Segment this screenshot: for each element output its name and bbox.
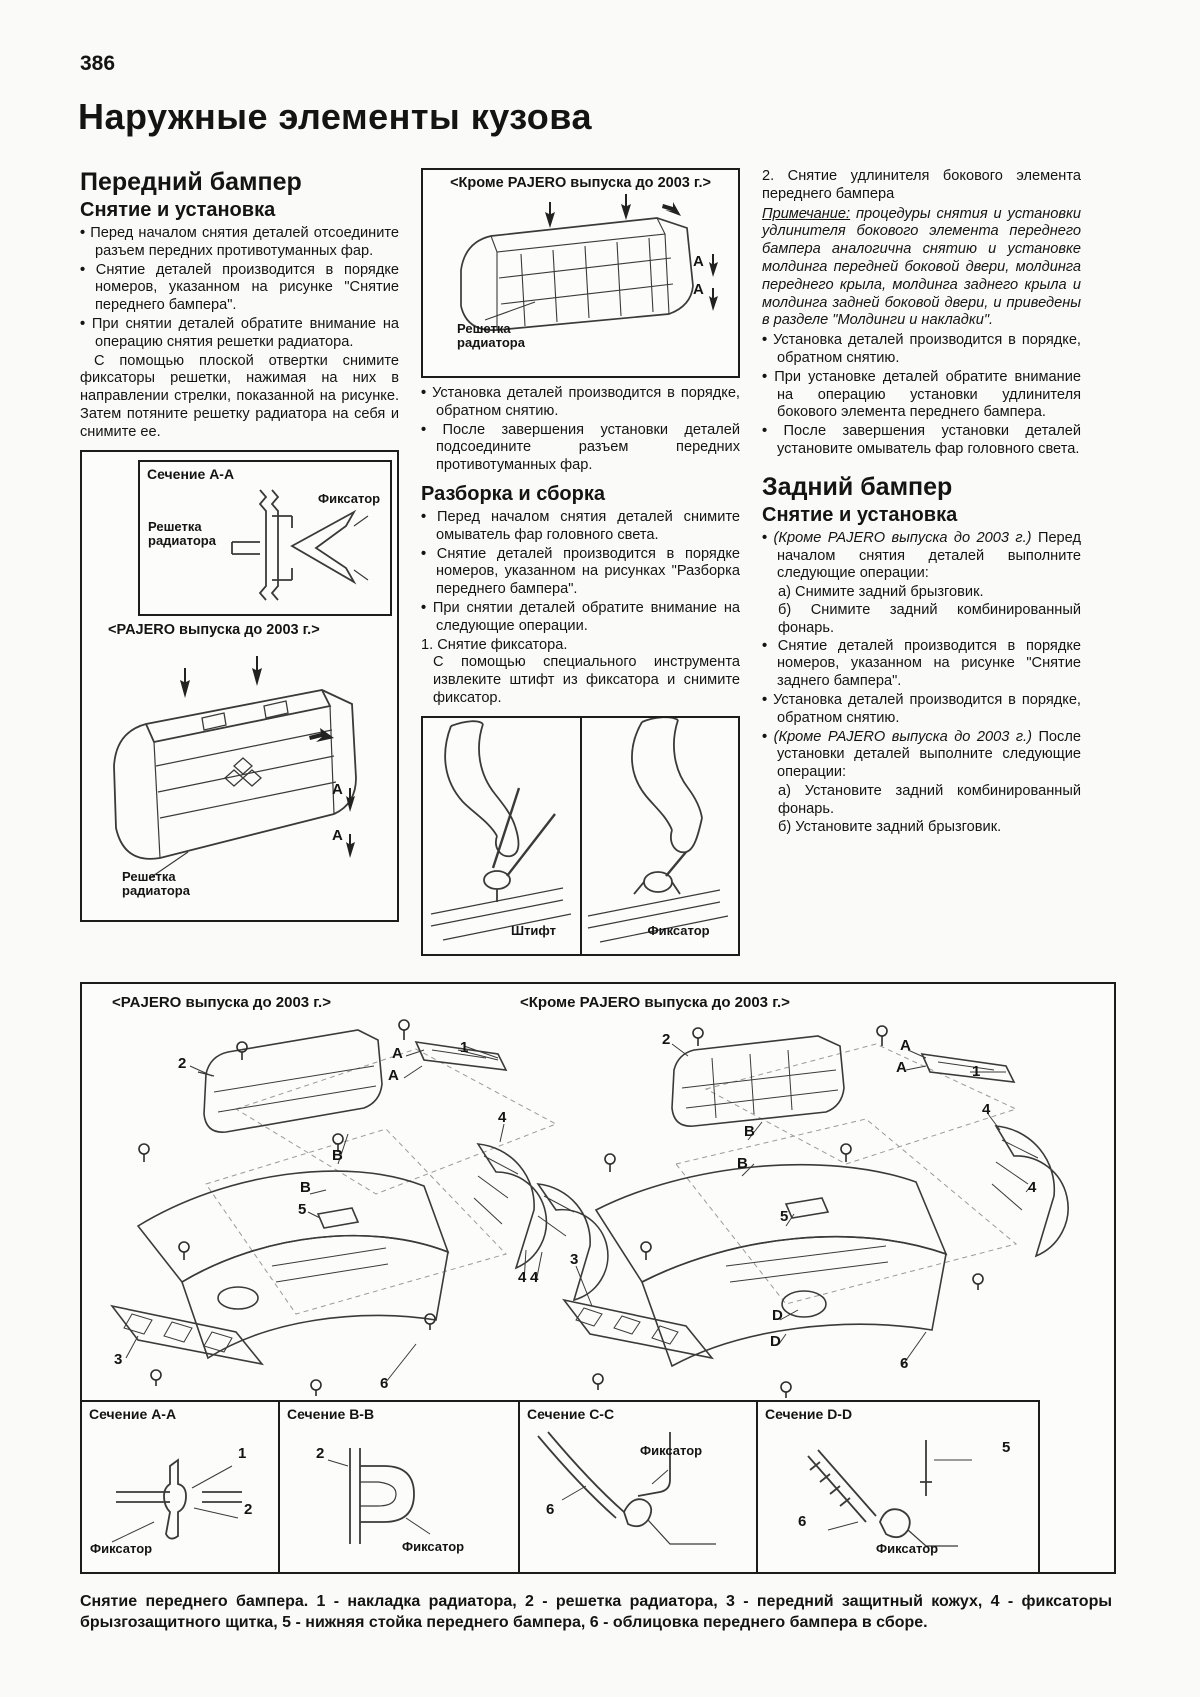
section-title: Сечение C-C: [527, 1406, 615, 1422]
section-num: 2: [316, 1445, 325, 1462]
step1-text: С помощью специального инструмента извлеките штифт из фиксатора и снимите фиксатор.: [433, 654, 740, 706]
figure-grille-krome: [421, 168, 740, 378]
marker-a: A: [332, 780, 343, 798]
section-num: 1: [238, 1445, 247, 1462]
figure-front-bumper-exploded: [80, 982, 1116, 1574]
callout-1: 1: [460, 1039, 469, 1056]
substep: б) Снимите задний комбинированный фонарь.: [778, 601, 1081, 636]
section-num: 5: [1002, 1439, 1011, 1456]
callout-2: 2: [178, 1055, 187, 1072]
pajero-grille-caption: <PAJERO выпуска до 2003 г.>: [108, 621, 320, 638]
front-bumper-heading: Передний бампер: [80, 168, 302, 196]
rear-bumper-subheading: Снятие и установка: [762, 503, 958, 526]
text-columns: [80, 168, 1080, 956]
section-aa-title: Сечение A-A: [147, 465, 235, 482]
bullet: • Установка деталей производится в порядке, обратном снятию.: [762, 332, 1081, 368]
note-label: Примечание:: [762, 205, 851, 222]
bullet: • При установке деталей обратите внимание на операцию установки удлинителя бокового элемента переднего бампера.: [762, 369, 1081, 422]
hand-fixator-drawing: [582, 718, 735, 950]
bullet: • При снятии деталей обратите внимание на следующие операции.: [421, 600, 740, 636]
figure-caption: Снятие переднего бампера. 1 - накладка радиатора, 2 - решетка радиатора, 3 - передний защитный кожух, 4 - фиксаторы брызгозащитного щитка, 5 - нижняя стойка переднего бампера, 6 - облицовка переднего бампера в сборе.: [80, 1593, 1112, 1631]
grille-label: Решетка радиатора: [148, 518, 216, 548]
disassembly-heading: Разборка и сборка: [421, 482, 605, 505]
bullet: • При снятии деталей обратите внимание на операцию снятия решетки радиатора.: [80, 316, 399, 352]
marker-a: A: [896, 1059, 907, 1076]
callout-3: 3: [114, 1351, 123, 1368]
bullet: • Установка деталей производится в порядке, обратном снятию.: [762, 692, 1081, 728]
bullet: • Снятие деталей производится в порядке номеров, указанном на рисунке "Снятие заднего бампера".: [762, 638, 1081, 691]
callout-4: 4: [498, 1109, 507, 1126]
page-number: 386: [80, 52, 116, 75]
section-dd-panel: [758, 1400, 1040, 1572]
substep: б) Установите задний брызговик.: [778, 818, 1002, 835]
figure-fixator-removal: [421, 716, 740, 956]
front-bumper-subheading: Снятие и установка: [80, 199, 276, 221]
marker-a: A: [900, 1037, 911, 1054]
marker-b: B: [300, 1179, 311, 1196]
callout-4: 4: [1028, 1179, 1037, 1196]
marker-b: B: [332, 1147, 343, 1164]
exploded-left-caption: <PAJERO выпуска до 2003 г.>: [112, 994, 331, 1011]
marker-d: D: [770, 1333, 781, 1350]
callout-6: 6: [900, 1355, 909, 1372]
fixator-label: Фиксатор: [640, 1443, 703, 1458]
krome-grille-caption: <Кроме PAJERO выпуска до 2003 г.>: [450, 175, 711, 191]
exploded-views-drawing: [86, 1014, 1106, 1399]
panel-fixator-remove: [581, 716, 741, 956]
bullet: • Снятие деталей производится в порядке номеров, указанном на рисунке "Снятие переднего бампера".: [80, 262, 399, 315]
figure-grille-pajero: [80, 450, 399, 922]
substep: а) Снимите задний брызговик.: [778, 584, 984, 601]
step2: 2. Снятие удлинителя бокового элемента переднего бампера: [762, 168, 1081, 202]
marker-d: D: [772, 1307, 783, 1324]
fixator-label: Фиксатор: [402, 1539, 465, 1554]
callout-5: 5: [780, 1208, 789, 1225]
section-title: Сечение B-B: [287, 1406, 375, 1422]
hand-tool-drawing: [423, 718, 576, 950]
figure-section-aa-inset: [138, 460, 392, 616]
callout-6: 6: [380, 1375, 389, 1392]
bullet-text: После установки деталей выполните следующие операции:: [777, 728, 1081, 781]
marker-a: A: [332, 826, 343, 844]
step1: 1. Снятие фиксатора.: [421, 636, 568, 653]
marker-a: A: [693, 281, 704, 298]
callout-4: 4: [530, 1269, 539, 1286]
bullet: • Установка деталей производится в порядке, обратном снятию.: [421, 385, 740, 421]
column-left: [80, 168, 399, 956]
callout-2: 2: [662, 1031, 671, 1048]
note-text: процедуры снятия и установки удлинителя бокового элемента переднего бампера аналогична снятию и установке молдинга передней боковой двери, молдинга переднего крыла, молдинга заднего крыла и молдинга задней боковой двери, и приведены в разделе "Молдинги и накладки".: [762, 205, 1081, 329]
column-middle: [421, 168, 740, 956]
fixator-label: Фиксатор: [90, 1541, 153, 1556]
marker-a: A: [388, 1067, 399, 1084]
panel-pin-extract: [421, 716, 581, 956]
callout-5: 5: [298, 1201, 307, 1218]
bullet: • После завершения установки деталей установите омыватель фар головного света.: [762, 423, 1081, 459]
page-title: Наружные элементы кузова: [78, 96, 592, 137]
section-num: 6: [798, 1513, 807, 1530]
bullet: • Перед началом снятия деталей отсоедините разъем передних противотуманных фар.: [80, 225, 399, 261]
bullet: • Перед началом снятия деталей снимите омыватель фар головного света.: [421, 509, 740, 545]
section-panels: [82, 1400, 1040, 1572]
model-note: (Кроме PAJERO выпуска до 2003 г.): [773, 529, 1032, 546]
grille-label: Решетка радиатора: [122, 868, 190, 898]
fixator-label: Фиксатор: [876, 1541, 939, 1556]
column-right: [762, 168, 1081, 956]
pin-label: Штифт: [511, 922, 556, 938]
fixator-label: Фиксатор: [318, 490, 381, 506]
bullet: • После завершения установки деталей подсоедините разъем передних противотуманных фар.: [421, 422, 740, 475]
callout-3: 3: [570, 1251, 579, 1268]
callout-4: 4: [518, 1269, 527, 1286]
section-cc-panel: [520, 1400, 758, 1572]
section-num: 2: [244, 1501, 253, 1518]
note: [762, 206, 1081, 331]
section-num: 6: [546, 1501, 555, 1518]
marker-b: B: [737, 1155, 748, 1172]
section-cc-drawing: [520, 1426, 752, 1572]
paragraph: С помощью плоской отвертки снимите фиксаторы решетки, нажимая на них в направлении стрелки, показанной на рисунке. Затем потяните решетку радиатора на себя и снимите ее.: [80, 352, 399, 440]
bullet: • Снятие деталей производится в порядке номеров, указанном на рисунках "Разборка переднего бампера".: [421, 546, 740, 599]
marker-a: A: [693, 253, 704, 270]
exploded-right-caption: <Кроме PAJERO выпуска до 2003 г.>: [520, 994, 790, 1011]
section-bb-panel: [280, 1400, 520, 1572]
callout-4: 4: [982, 1101, 991, 1118]
marker-a: A: [392, 1045, 403, 1062]
section-aa-panel: [82, 1400, 280, 1572]
bullet: [762, 729, 1081, 782]
substep: а) Установите задний комбинированный фонарь.: [778, 782, 1081, 817]
grille-label: Решетка радиатора: [457, 321, 525, 351]
section-title: Сечение D-D: [765, 1406, 853, 1422]
bullet: [762, 530, 1081, 583]
fixator-label: Фиксатор: [647, 922, 710, 938]
callout-1: 1: [972, 1063, 981, 1080]
model-note: (Кроме PAJERO выпуска до 2003 г.): [773, 728, 1032, 745]
marker-b: B: [744, 1123, 755, 1140]
bullet-text: Перед началом снятия деталей выполните следующие операции:: [777, 529, 1081, 582]
section-title: Сечение A-A: [89, 1406, 177, 1422]
rear-bumper-heading: Задний бампер: [762, 472, 953, 501]
